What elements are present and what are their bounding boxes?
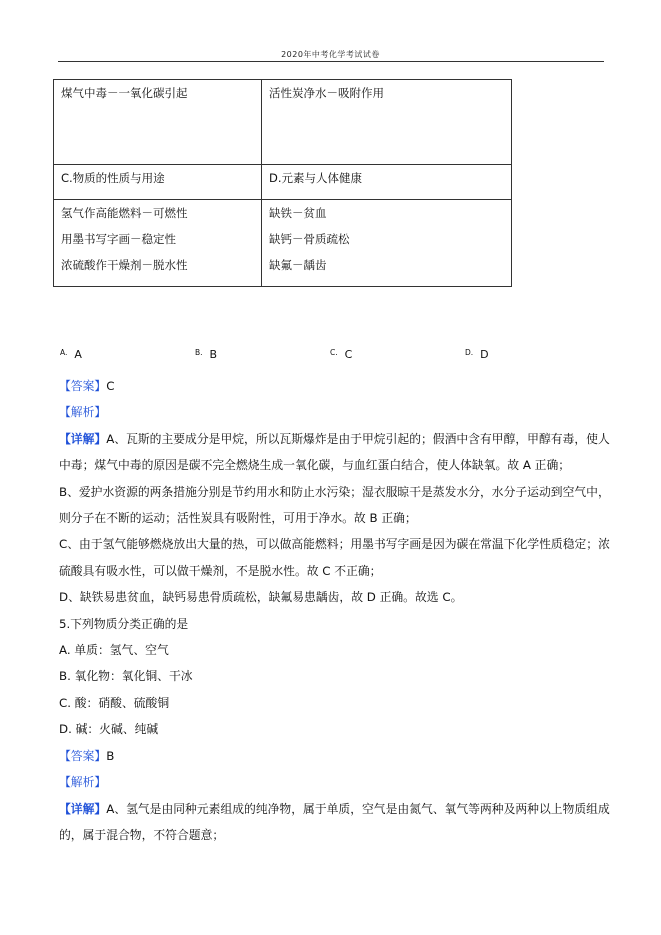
choice-item: D. 碱：火碱、纯碱 (59, 722, 159, 737)
question-title: 5.下列物质分类正确的是 (59, 616, 189, 631)
detail-line: D、缺铁易患贫血，缺钙易患骨质疏松，缺氟易患龋齿，故 D 正确。故选 C。 (59, 590, 463, 605)
table-row (54, 165, 512, 200)
detail-line: 【详解】A、氢气是由同种元素组成的纯净物，属于单质，空气是由氮气、氧气等两种及两种以上物质组成 (59, 801, 610, 816)
table-line: 氢气作高能燃料－可燃性 (61, 206, 188, 220)
table-cell (262, 200, 512, 287)
table-cell-heading: C.物质的性质与用途 (54, 165, 262, 200)
table-line: 缺氟－龋齿 (269, 258, 327, 272)
detail-line: B、爱护水资源的两条措施分别是节约用水和防止水污染；湿衣服晾干是蒸发水分，水分子运动到空气中， (59, 484, 610, 499)
detail-line: 中毒；煤气中毒的原因是碳不完全燃烧生成一氧化碳，与血红蛋白结合，使人体缺氧。故 A 正确； (59, 458, 571, 473)
comparison-table (53, 79, 512, 287)
table-line: 用墨书写字画－稳定性 (61, 232, 176, 246)
table-cell-heading: D.元素与人体健康 (262, 165, 512, 200)
option-b[interactable]: $^{B.}$ B (195, 348, 218, 361)
table-line: 浓硫酸作干燥剂－脱水性 (61, 258, 188, 272)
table-row (54, 80, 512, 165)
analysis-label: 【解析】 (59, 405, 107, 420)
detail-line: 的，属于混合物，不符合题意； (59, 827, 225, 842)
table-line: 缺钙－骨质疏松 (269, 232, 350, 246)
table-line: 缺铁－贫血 (269, 206, 327, 220)
detail-line: 【详解】A、瓦斯的主要成分是甲烷，所以瓦斯爆炸是由于甲烷引起的；假酒中含有甲醇，甲醇有毒，使人 (59, 431, 610, 446)
detail-line: 则分子在不断的运动；活性炭具有吸附性，可用于净水。故 B 正确； (59, 511, 417, 526)
choice-item: A. 单质：氢气、空气 (59, 643, 169, 658)
table-cell: 活性炭净水－吸附作用 (262, 80, 512, 165)
solution-content (59, 373, 610, 848)
page-header: 2020年中考化学考试试卷 (281, 50, 380, 59)
answer-line: 【答案】C (59, 379, 115, 393)
choice-item: B. 氧化物：氧化铜、干冰 (59, 669, 193, 684)
option-a[interactable]: $^{A.}$ A (60, 348, 82, 361)
detail-line: C、由于氢气能够燃烧放出大量的热，可以做高能燃料；用墨书写字画是因为碳在常温下化学性质稳定；浓 (59, 537, 610, 552)
option-d[interactable]: $^{D.}$ D (465, 348, 489, 361)
answer-line: 【答案】B (59, 748, 115, 763)
detail-line: 硫酸具有吸水性，可以做干燥剂，不是脱水性。故 C 不正确； (59, 563, 382, 578)
option-c[interactable]: $^{C.}$ C (330, 348, 353, 361)
table-row (54, 200, 512, 287)
table-cell (54, 200, 262, 287)
choice-item: C. 酸：硝酸、硫酸铜 (59, 695, 170, 710)
header-rule (58, 61, 604, 62)
analysis-label: 【解析】 (59, 775, 107, 790)
table-cell: 煤气中毒－一氧化碳引起 (54, 80, 262, 165)
answer-options (0, 348, 661, 364)
